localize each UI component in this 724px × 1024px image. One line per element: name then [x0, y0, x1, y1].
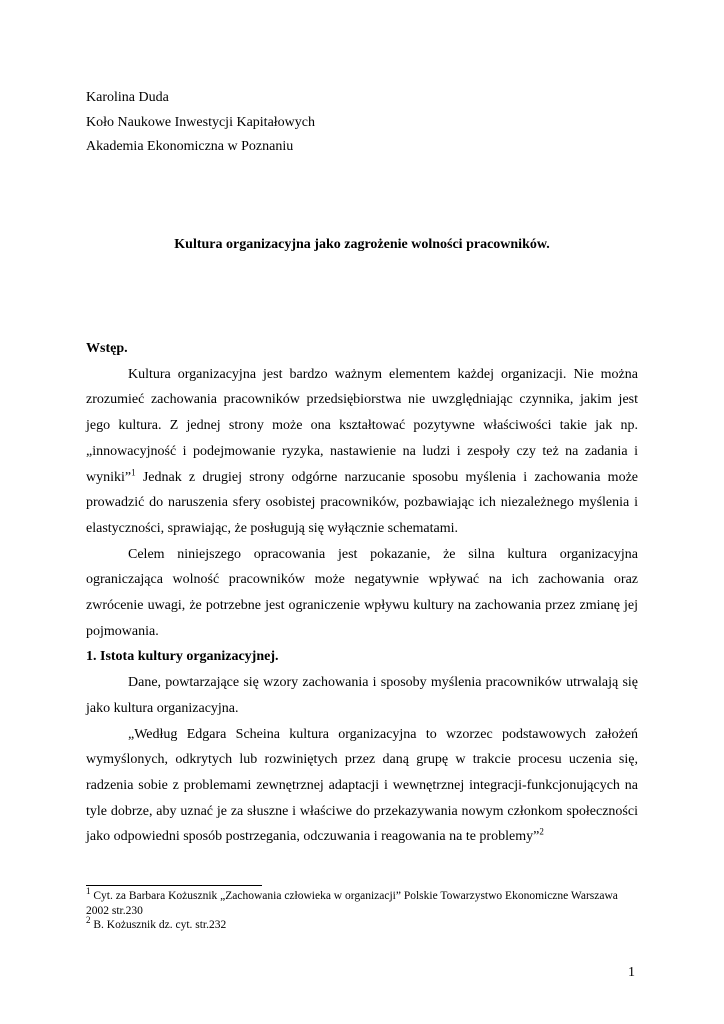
footnote-ref-2: 2	[539, 826, 544, 837]
author-name: Karolina Duda	[86, 90, 169, 105]
footnote-1-number: 1	[86, 886, 91, 897]
footnote-2	[86, 915, 638, 933]
section-1-heading: 1. Istota kultury organizacyjnej.	[86, 649, 279, 665]
author-affiliation: Koło Naukowe Inwestycji Kapitałowych	[86, 114, 315, 130]
footnote-divider	[86, 885, 262, 886]
section-1-paragraph-2-text: „Według Edgara Scheina kultura organizacyjna to wzorzec podstawowych założeń wymyślonych, odkrytych lub rozwiniętych przez daną grupę w trakcie procesu uczenia się, radzenia sobie z problemami zewnętrznej adaptacji i wewnętrznej integracji-funkcjonujących na tyle dobrze, aby uznać je za słuszne i właściwe do przekazywania nowym członkom społeczności jako odpowiedni sposób postrzegania, odczuwania i reagowania na te problemy”	[86, 726, 638, 845]
intro-paragraph-1	[86, 362, 638, 542]
footnote-2-text: B. Kożusznik dz. cyt. str.232	[93, 919, 227, 931]
document-title: Kultura organizacyjna jako zagrożenie wolności pracowników.	[174, 237, 550, 252]
footnote-1-text: Cyt. za Barbara Kożusznik „Zachowania człowieka w organizacji” Polskie Towarzystwo Ekonomiczne Warszawa 2002 str.230	[86, 890, 618, 917]
page-number: 1	[628, 965, 635, 980]
intro-paragraph-1-text-a: Kultura organizacyjna jest bardzo ważnym elementem każdej organizacji. Nie można zrozumieć zachowania pracowników przedsiębiorstwa nie uwzględniając czynnika, jakim jest jego kultura. Z jednej strony może ona kształtować pozytywne właściwości takie jak np. „innowacyjność i podejmowanie ryzyka, nastawienie na ludzi i zespoły czy też na zadania i wyniki”	[86, 366, 638, 485]
footnotes	[86, 886, 638, 933]
author-block	[86, 86, 315, 160]
footnote-1	[86, 886, 638, 918]
intro-paragraph-2: Celem niniejszego opracowania jest pokazanie, że silna kultura organizacyjna ograniczająca wolność pracowników może negatywnie wpływać na ich zachowania oraz zwrócenie uwagi, że potrzebne jest ograniczenie wpływu kultury na zachowania przez zmianę jej pojmowania.	[86, 546, 638, 639]
footnote-ref-1: 1	[131, 466, 136, 477]
section-1-paragraph-1: Dane, powtarzające się wzory zachowania i sposoby myślenia pracowników utrwalają się jako kultura organizacyjna.	[86, 675, 638, 716]
footnote-2-number: 2	[86, 915, 91, 926]
document-body	[86, 336, 638, 850]
author-institution: Akademia Ekonomiczna w Poznaniu	[86, 139, 294, 154]
section-1-paragraph-2	[86, 722, 638, 851]
intro-paragraph-1-text-b: Jednak z drugiej strony odgórne narzucanie sposobu myślenia i zachowania może prowadzić do naruszenia sfery osobistej pracowników, pozbawiając ich niezależnego myślenia i elastyczności, sprawiając, że posługują się wyłącznie schematami.	[86, 469, 638, 536]
intro-heading: Wstęp.	[86, 341, 128, 356]
